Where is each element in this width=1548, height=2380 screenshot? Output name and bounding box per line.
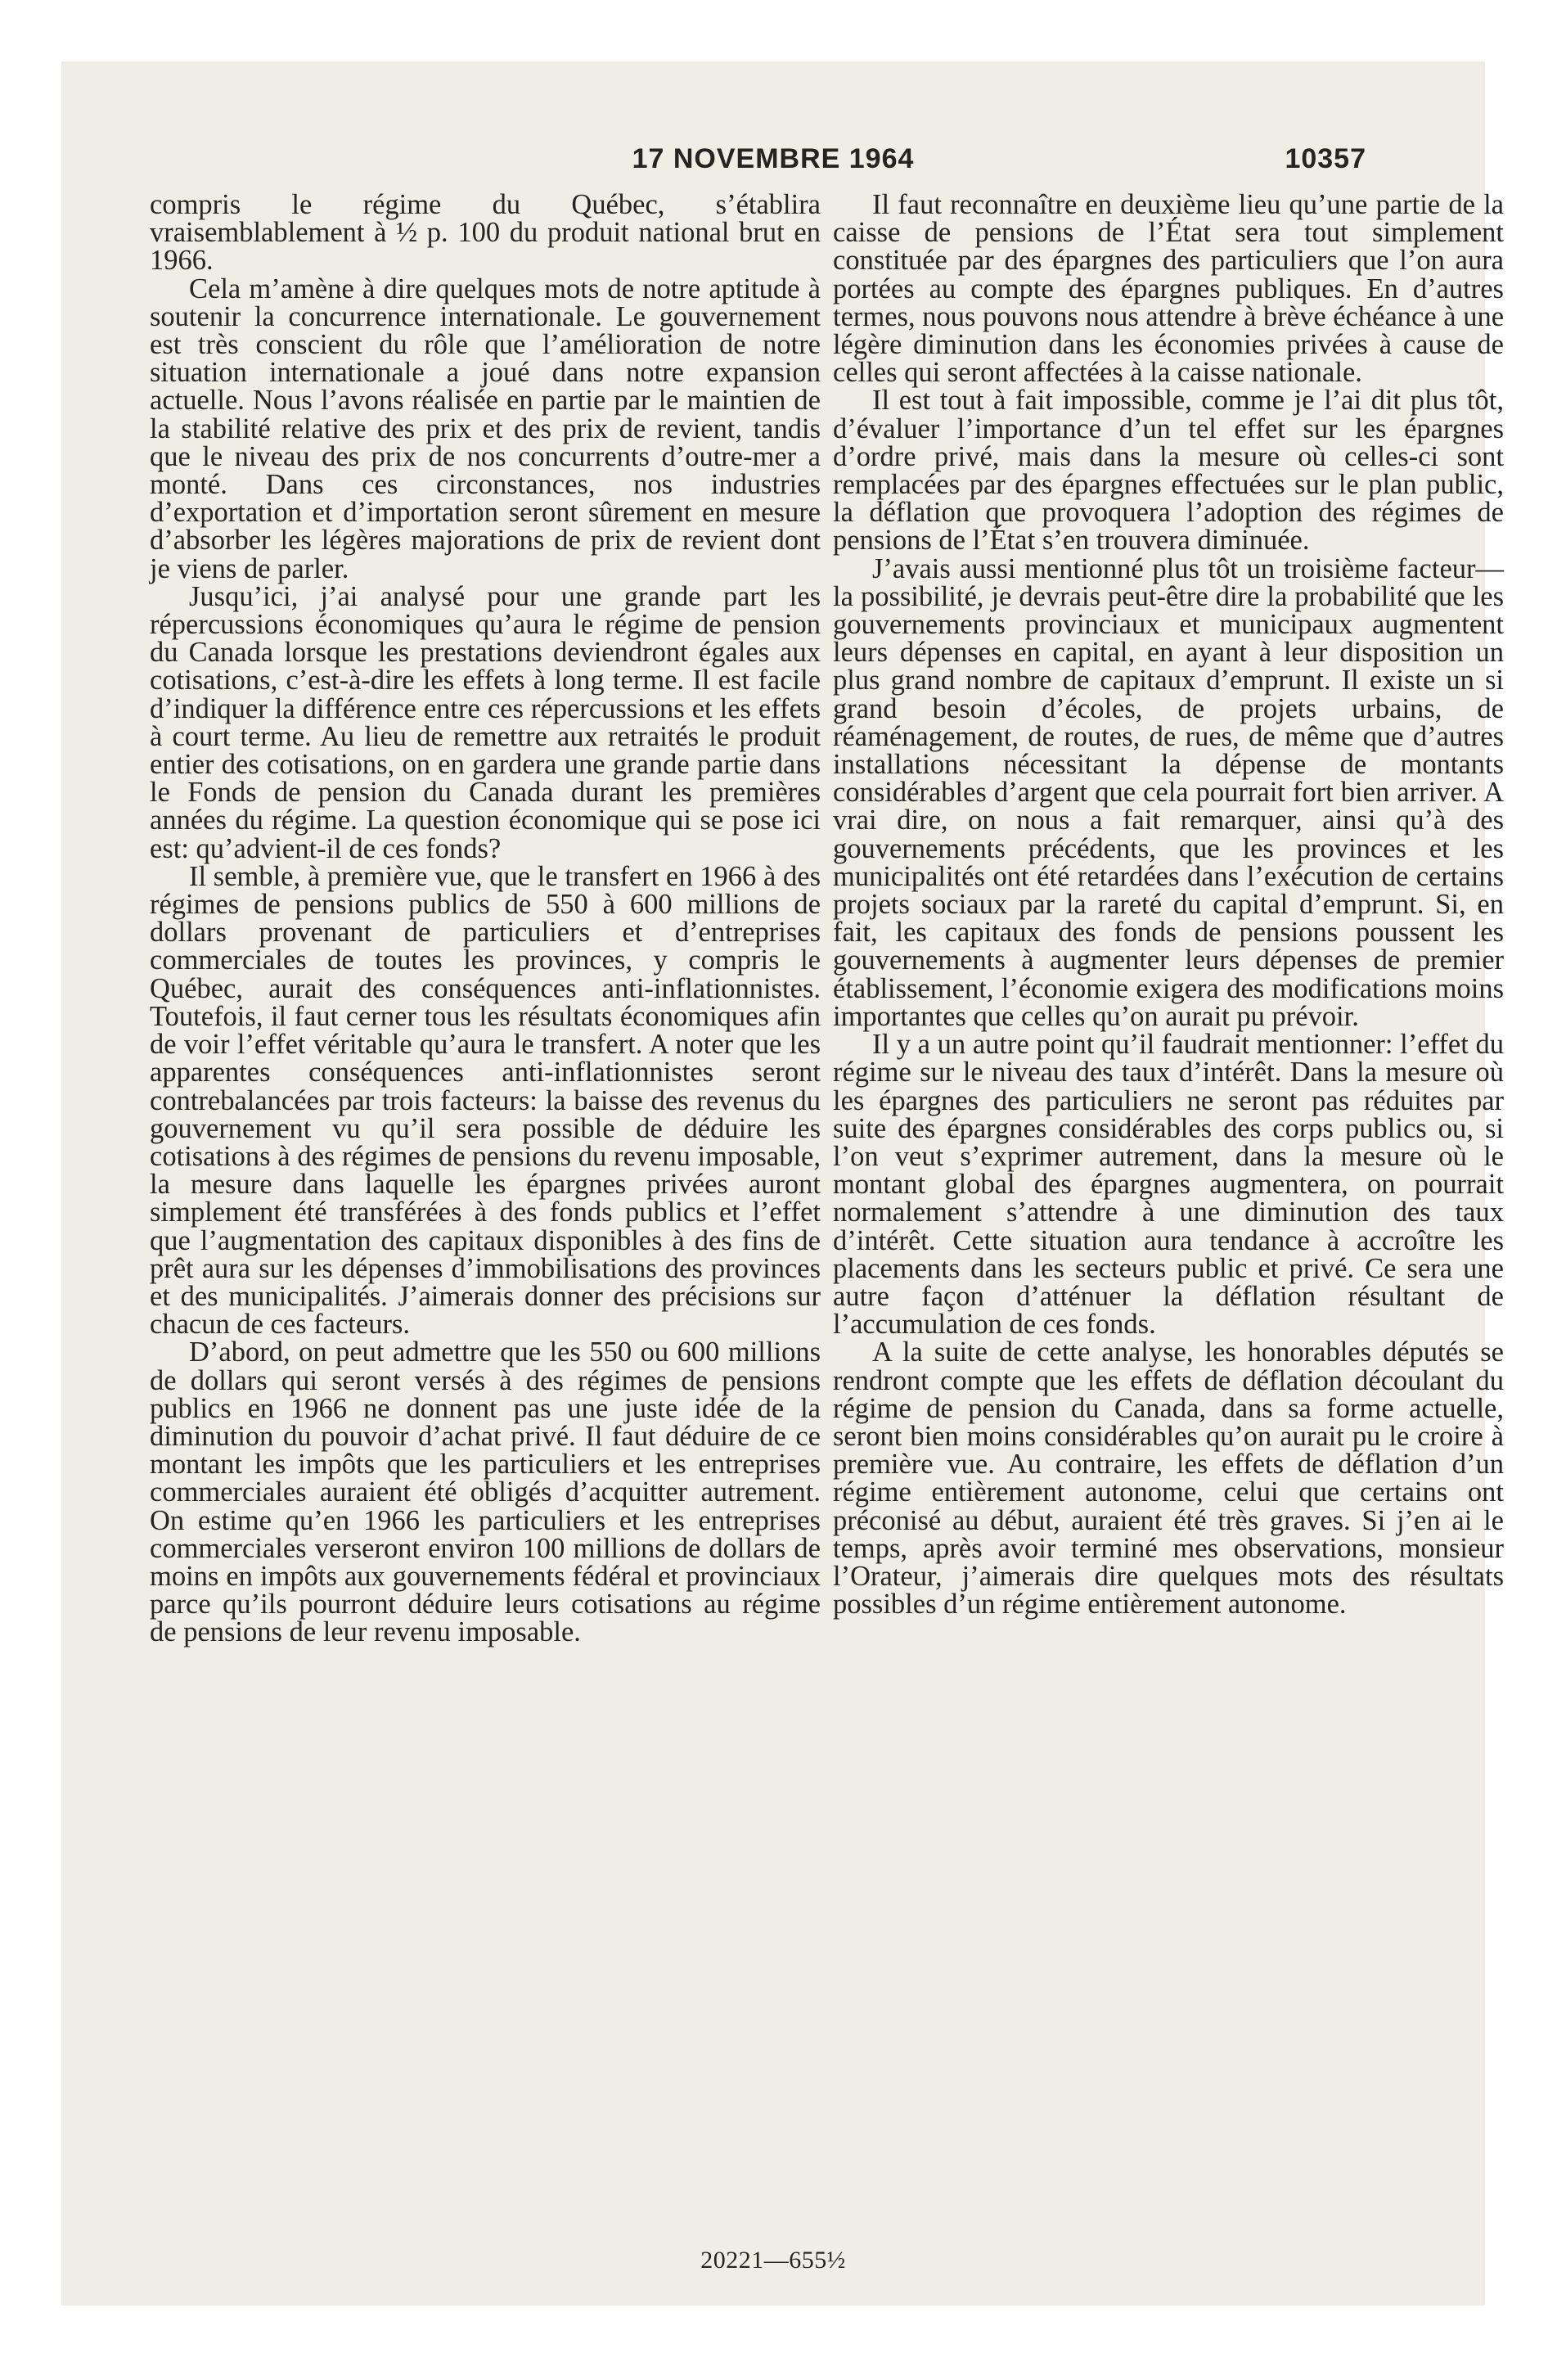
paragraph: Il semble, à première vue, que le transfert en 1966 à des régimes de pensions publics de 550 à 600 millions de dollars provenant de particuliers et d’entreprises commerciales de toutes les provinces, y compris le Québec, aurait des conséquences anti-inflationnistes. Toutefois, il faut cerner tous les résultats économiques afin de voir l’effet véritable qu’aura le transfert. A noter que les apparentes conséquences anti-inflationnistes seront contrebalancées par trois facteurs: la baisse des revenus du gouvernement vu qu’il sera possible de déduire les cotisations à des régimes de pensions du revenu imposable, la mesure dans laquelle les épargnes privées auront simplement été transférées à des fonds publics et l’effet que l’augmentation des capitaux disponibles à des fins de prêt aura sur les dépenses d’immobilisations des provinces et des municipalités. J’aimerais donner des précisions sur chacun de ces facteurs. bbox=[150, 860, 821, 1341]
footer-code: 20221—655½ bbox=[700, 2247, 846, 2274]
paragraph: Il y a un autre point qu’il faudrait mentionner: l’effet du régime sur le niveau des taux d’intérêt. Dans la mesure où les épargnes des particuliers ne seront pas réduites par suite des épargnes considérables des corps publics ou, si l’on veut s’exprimer autrement, dans la mesure où le montant global des épargnes augmentera, on pourrait normalement s’attendre à une diminution des taux d’intérêt. Cette situation aura tendance à accroître les placements dans les secteurs public et privé. Ce sera une autre façon d’atténuer la déflation résultant de l’accumulation de ces fonds. bbox=[833, 1029, 1504, 1341]
page-number: 10357 bbox=[1285, 143, 1366, 174]
paragraph: A la suite de cette analyse, les honorables députés se rendront compte que les effets de déflation découlant du régime de pension du Canada, dans sa forme actuelle, seront bien moins considérables qu’on aurait pu le croire à première vue. Au contraire, les effets de déflation d’un régime entièrement autonome, celui que certains ont préconisé au début, auraient été très graves. Si j’en ai le temps, après avoir terminé mes observations, monsieur l’Orateur, j’aimerais dire quelques mots des résultats possibles d’un régime entièrement autonome. bbox=[833, 1336, 1504, 1620]
paragraph: D’abord, on peut admettre que les 550 ou 600 millions de dollars qui seront versés à des régimes de pensions publics en 1966 ne donnent pas une juste idée de la diminution du pouvoir d’achat privé. Il faut déduire de ce montant les impôts que les particuliers et les entreprises commerciales auraient été obligés d’acquitter autrement. On estime qu’en 1966 les particuliers et les entreprises commerciales verseront environ 100 millions de dollars de moins en impôts aux gouvernements fédéral et provinciaux parce qu’ils pourront déduire leurs cotisations au régime de pensions de leur revenu imposable. bbox=[150, 1336, 821, 1648]
paragraph: Cela m’amène à dire quelques mots de notre aptitude à soutenir la concurrence internationale. Le gouvernement est très conscient du rôle que l’amélioration de notre situation internationale a joué dans notre expansion actuelle. Nous l’avons réalisée en partie par le maintien de la stabilité relative des prix et des prix de revient, tandis que le niveau des prix de nos concurrents d’outre-mer a monté. Dans ces circonstances, nos industries d’exportation et d’importation seront sûrement en mesure d’absorber les légères majorations de prix de revient dont je viens de parler. bbox=[150, 273, 821, 584]
header-date: 17 NOVEMBRE 1964 bbox=[632, 143, 915, 174]
paragraph: Il est tout à fait impossible, comme je l’ai dit plus tôt, d’évaluer l’importance d’un tel effet sur les épargnes d’ordre privé, mais dans la mesure où celles-ci sont remplacées par des épargnes effectuées sur le plan public, la déflation que provoquera l’adoption des régimes de pensions de l’État s’en trouvera diminuée. bbox=[833, 385, 1504, 557]
paragraph: Il faut reconnaître en deuxième lieu qu’une partie de la caisse de pensions de l’État sera tout simplement constituée par des épargnes des particuliers que l’on aura portées au compte des épargnes publiques. En d’autres termes, nous pouvons nous attendre à brève échéance à une légère diminution dans les économies privées à cause de celles qui seront affectées à la caisse nationale. bbox=[833, 189, 1505, 389]
paragraph: Jusqu’ici, j’ai analysé pour une grande part les répercussions économiques qu’aura le régime de pension du Canada lorsque les prestations deviendront égales aux cotisations, c’est-à-dire les effets à long terme. Il est facile d’indiquer la différence entre ces répercussions et les effets à court terme. Au lieu de remettre aux retraités le produit entier des cotisations, on en gardera une grande partie dans le Fonds de pension du Canada durant les premières années du régime. La question économique qui se pose ici est: qu’advient-il de ces fonds? bbox=[150, 580, 821, 864]
page-header bbox=[61, 143, 1485, 184]
document-page bbox=[61, 61, 1505, 2306]
right-column bbox=[833, 191, 1504, 1618]
left-column bbox=[150, 191, 821, 1647]
paragraph: J’avais aussi mentionné plus tôt un troisième facteur—la possibilité, je devrais peut-être dire la probabilité que les gouvernements provinciaux et municipaux augmentent leurs dépenses en capital, en ayant à leur disposition un plus grand nombre de capitaux d’emprunt. Il existe un si grand besoin d’écoles, de projets urbains, de réaménagement, de routes, de rues, de même que d’autres installations nécessitant la dépense de montants considérables d’argent que cela pourrait fort bien arriver. A vrai dire, on nous a fait remarquer, ainsi qu’à des gouvernements précédents, que les provinces et les municipalités ont été retardées dans l’exécution de certains projets sociaux par la rareté du capital d’emprunt. Si, en fait, les capitaux des fonds de pensions poussent les gouvernements à augmenter leurs dépenses de premier établissement, l’économie exigera des modifications moins importantes que celles qu’on aurait pu prévoir. bbox=[833, 552, 1504, 1032]
paragraph: compris le régime du Québec, s’établira vraisemblablement à ½ p. 100 du produit national brut en 1966. bbox=[150, 189, 821, 277]
